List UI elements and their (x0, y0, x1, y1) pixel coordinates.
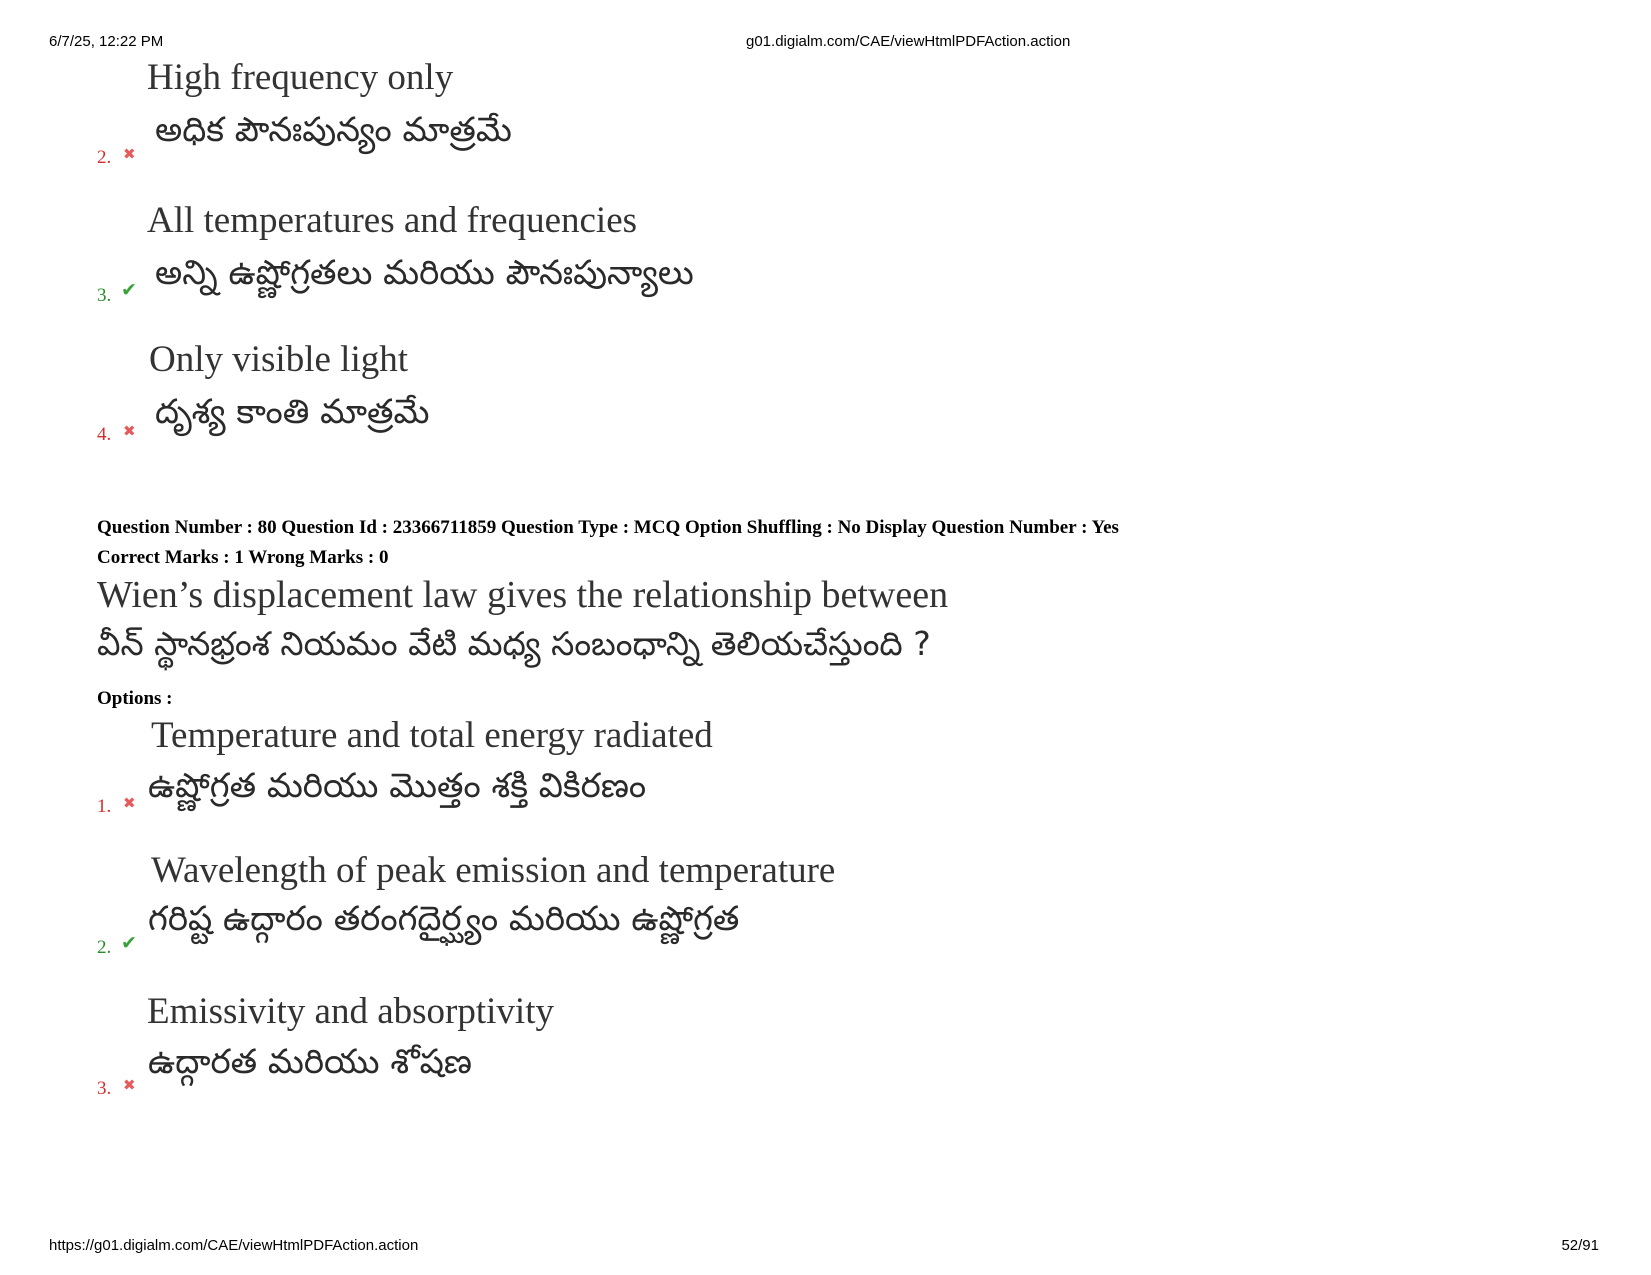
option-number: 1. (97, 796, 112, 817)
option-number: 3. (97, 1078, 112, 1099)
option-number: 3. (97, 285, 112, 306)
footer-url: https://g01.digialm.com/CAE/viewHtmlPDFAction.action (49, 1237, 419, 1254)
option-number: 4. (97, 424, 112, 445)
option-text-telugu: ఉద్గారత మరియు శోషణ (148, 1042, 472, 1082)
option-number: 2. (97, 147, 112, 168)
cross-icon: ✖ (123, 794, 136, 812)
option-text-english: Emissivity and absorptivity (147, 991, 554, 1032)
cross-icon: ✖ (123, 1076, 136, 1094)
question-meta: Question Number : 80 Question Id : 23366711859 Question Type : MCQ Option Shuffling : No Display Question Number : Yes (97, 517, 1119, 538)
question-text-english: Wien’s displacement law gives the relationship between (97, 574, 949, 616)
question-text-telugu: వీన్ స్థానభ్రంశ నియమం వేటి మధ్య సంబంధాన్ని తెలియచేస్తుంది ? (97, 624, 931, 663)
cross-icon: ✖ (123, 422, 136, 440)
option-number: 2. (97, 937, 112, 958)
marks-meta: Correct Marks : 1 Wrong Marks : 0 (97, 547, 389, 568)
option-text-english: Only visible light (149, 339, 408, 380)
option-text-telugu: ఉష్ణోగ్రత మరియు మొత్తం శక్తి వికిరణం (148, 766, 647, 806)
option-text-english: Wavelength of peak emission and temperature (151, 850, 836, 891)
option-text-english: High frequency only (147, 57, 454, 98)
cross-icon: ✖ (123, 145, 136, 163)
page-number: 52/91 (1561, 1237, 1599, 1254)
option-text-telugu: అధిక పౌనఃపున్యం మాత్రమే (155, 110, 512, 150)
print-page-url: g01.digialm.com/CAE/viewHtmlPDFAction.action (746, 33, 1071, 50)
option-text-english: All temperatures and frequencies (147, 200, 638, 241)
check-icon: ✔ (121, 279, 137, 301)
check-icon: ✔ (121, 932, 137, 954)
print-datetime: 6/7/25, 12:22 PM (49, 33, 164, 50)
option-text-telugu: అన్ని ఉష్ణోగ్రతలు మరియు పౌనఃపున్యాలు (155, 253, 694, 293)
option-text-english: Temperature and total energy radiated (151, 715, 713, 756)
option-text-telugu: గరిష్ట ఉద్గారం తరంగదైర్ఘ్యం మరియు ఉష్ణోగ్రత (148, 899, 740, 939)
option-text-telugu: దృశ్య కాంతి మాత్రమే (155, 392, 430, 432)
options-label: Options : (97, 688, 173, 709)
